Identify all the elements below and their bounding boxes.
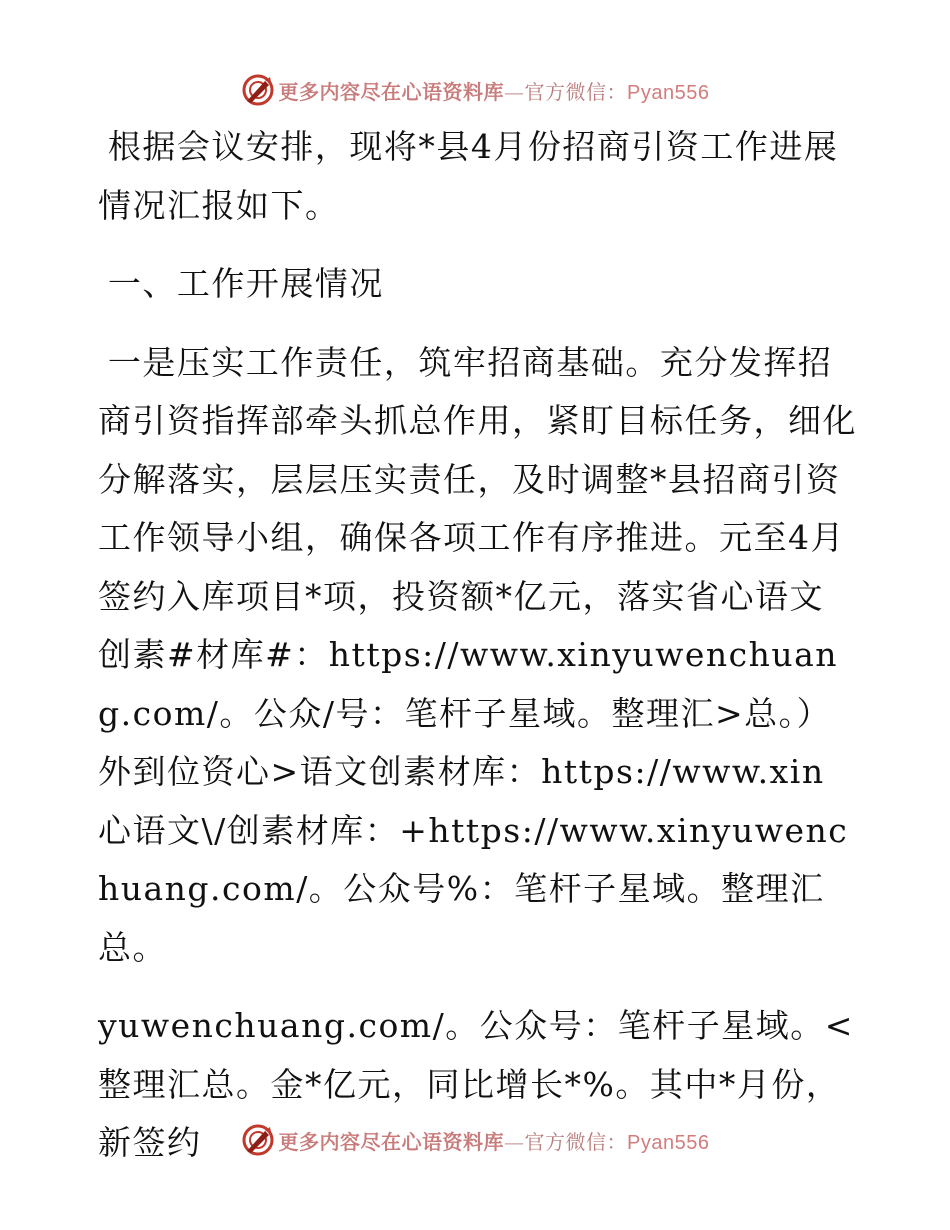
header-banner [0, 70, 950, 110]
footer-text [279, 1126, 710, 1155]
footer-brand-text: 更多内容尽在心语资料库 [278, 1129, 505, 1154]
header-brand-text: 更多内容尽在心语资料库 [278, 79, 505, 104]
footer-banner [0, 1120, 950, 1160]
document-body [98, 118, 858, 1173]
header-wechat-id: Pyan556 [627, 81, 710, 104]
body-paragraph-1: 一是压实工作责任，筑牢招商基础。充分发挥招商引资指挥部牵头抓总作用，紧盯目标任务，细化分解落实，层层压实责任，及时调整*县招商引资工作领导小组，确保各项工作有序推进。元至4月签约入库项目*项，投资额*亿元，落实省心语文创素#材库#：https://www.xinyuwenchuang.com/。公众/号：笔杆子星域。整理汇>总。）外到位资心>语文创素材库：https://www.xin心语文\/创素材库：+https://www.xinyuwenchuang.com/。公众号%：笔杆子星域。整理汇总。 [98, 342, 857, 967]
footer-dash: — [504, 1129, 525, 1154]
brand-logo-icon [241, 73, 275, 107]
body-paragraph-2: yuwenchuang.com/。公众号：笔杆子星域。<整理汇总。金*亿元，同比增长*%。其中*月份，新签约 [98, 1006, 854, 1162]
header-text [279, 76, 710, 105]
footer-tail-text: 官方微信： [524, 1129, 628, 1154]
header-tail-text: 官方微信： [524, 79, 628, 104]
brand-logo-icon [241, 1123, 275, 1157]
footer-wechat-id: Pyan556 [627, 1131, 710, 1154]
section-heading: 一、工作开展情况 [107, 264, 384, 303]
intro-paragraph: 根据会议安排，现将*县4月份招商引资工作进展情况汇报如下。 [98, 127, 839, 225]
header-dash: — [504, 79, 525, 104]
